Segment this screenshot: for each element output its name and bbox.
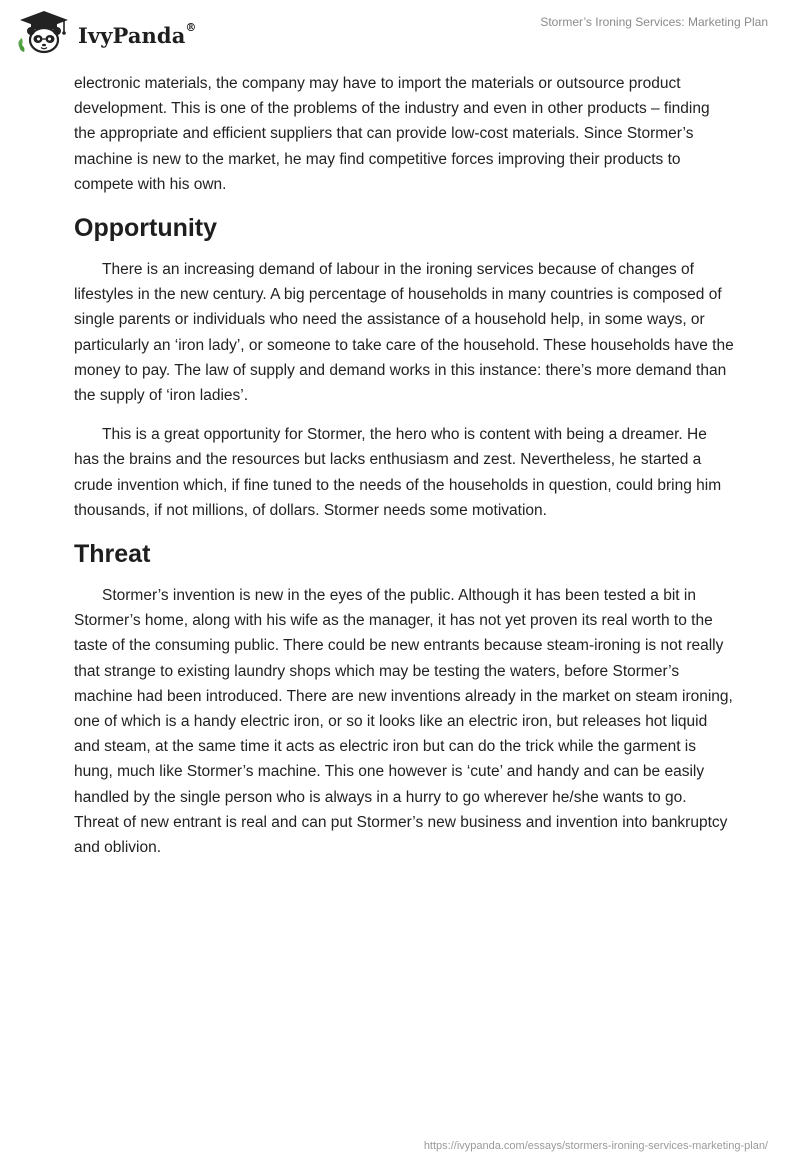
section-heading-opportunity: Opportunity	[74, 214, 218, 243]
opportunity-paragraph-1: There is an increasing demand of labour in the ironing services because of changes of lifestyles in the new century. A big percentage of households in many countries is composed of single parents or individuals who need the assistance of a household help, in some ways, or particularly an ‘iron lady’, or someone to take care of the household. These households have the money to pay. The law of supply and demand works in this instance: there’s more demand than the supply of ‘iron ladies’.	[74, 261, 734, 405]
section-heading-threat: Threat	[74, 540, 151, 569]
source-url-link[interactable]: https://ivypanda.com/essays/stormers-ironing-services-marketing-plan/	[423, 1140, 768, 1152]
brand-name: IvyPanda®	[78, 21, 197, 48]
page-header	[0, 0, 800, 60]
opportunity-paragraph-2: This is a great opportunity for Stormer, the hero who is content with being a dreamer. He has the brains and the resources but lacks enthusiasm and zest. Nevertheless, he started a crude invention which, if fine tuned to the needs of the households in question, could bring him thousands, if not millions, of dollars. Stormer needs some motivation.	[74, 426, 722, 519]
intro-paragraph: electronic materials, the company may have to import the materials or outsource product development. This is one of the problems of the industry and even in other products – finding the appropriate and efficient suppliers that can provide low-cost materials. Since Stormer’s machine is new to the market, he may find competitive forces improving their products to compete with his own.	[74, 75, 710, 193]
threat-paragraph-1: Stormer’s invention is new in the eyes of the public. Although it has been tested a bit in Stormer’s home, along with his wife as the manager, it has not yet proven its real worth to the taste of the consuming public. There could be new entrants because steam-ironing is not really that strange to existing laundry shops which may be testing the waters, before Stormer’s machine had been introduced. There are new inventions already in the market on steam ironing, one of which is a handy electric iron, or so it looks like an electric iron, but releases hot liquid and steam, at the same time it acts as electric iron but can do the trick while the garment is hung, much like Stormer’s machine. This one however is ‘cute’ and handy and can be easily handled by the single person who is always in a hurry to go wherever he/she wants to go. Threat of new entrant is real and can put Stormer’s new business and invention into bankruptcy and oblivion.	[74, 587, 733, 857]
panda-graduate-icon	[14, 8, 74, 56]
ivypanda-logo[interactable]	[14, 8, 197, 56]
document-title: Stormer’s Ironing Services: Marketing Plan	[540, 15, 768, 29]
essay-body	[74, 71, 734, 874]
